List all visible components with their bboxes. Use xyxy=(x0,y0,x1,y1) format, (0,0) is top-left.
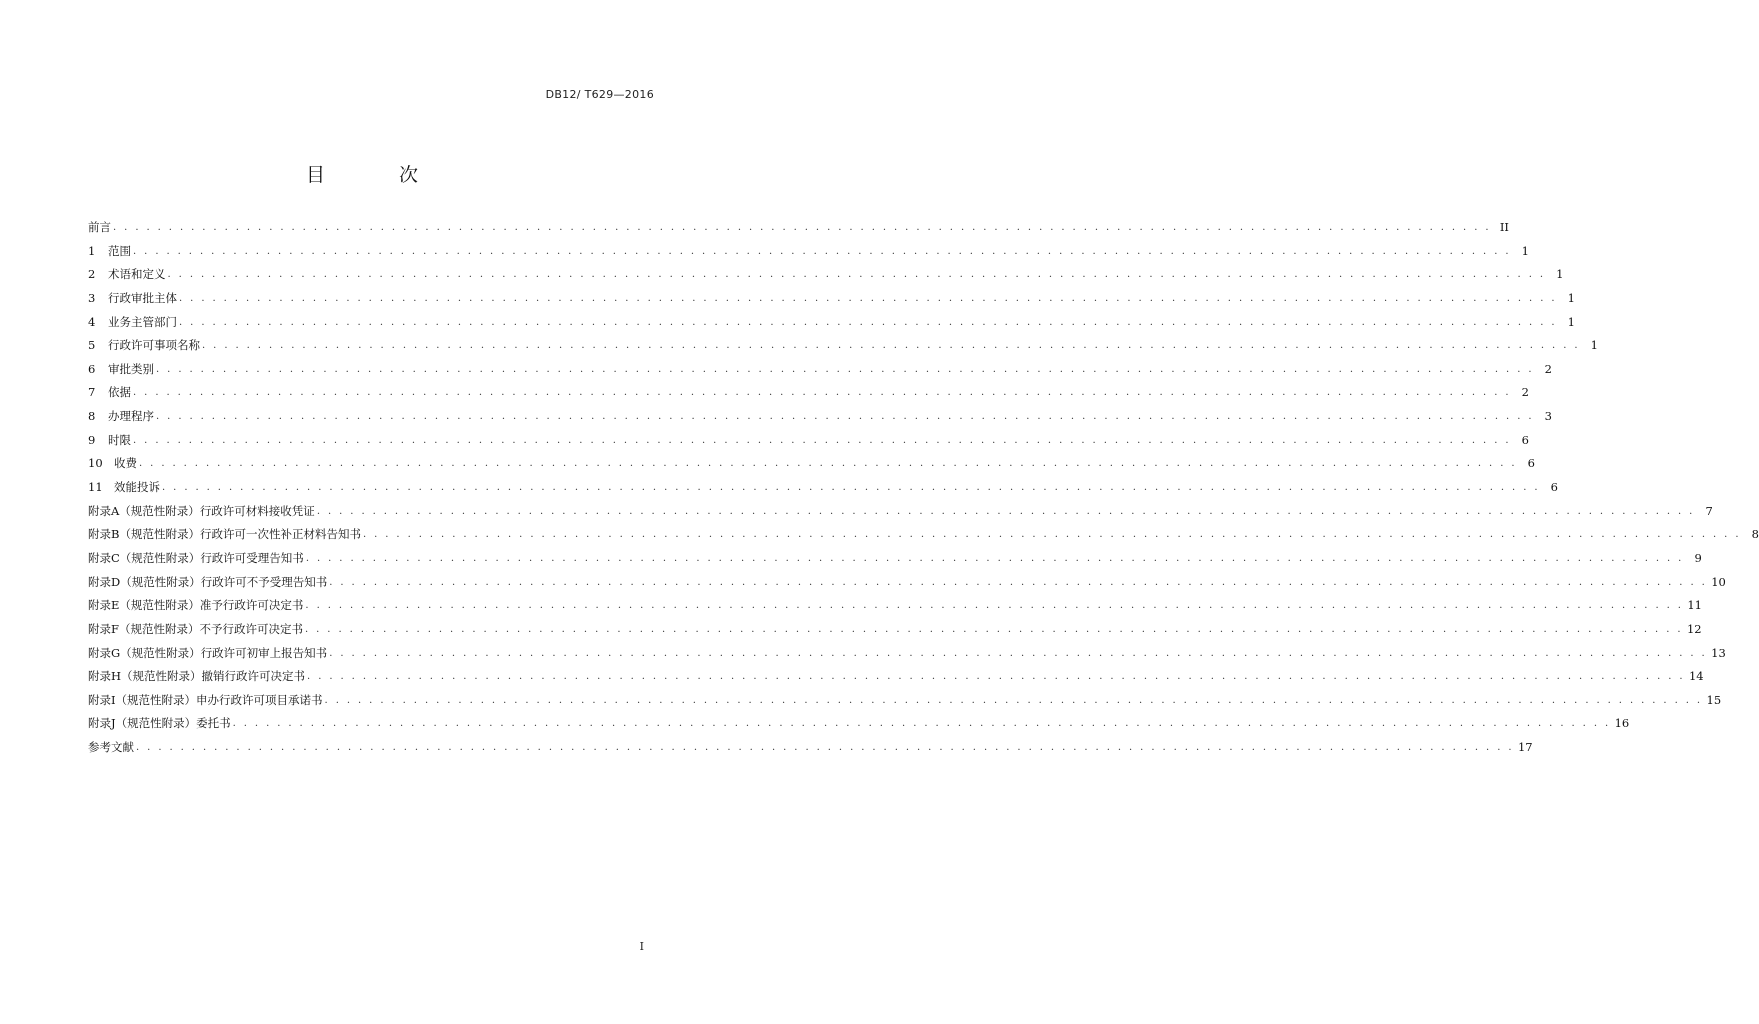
toc-entry-page: 6 xyxy=(1550,480,1558,495)
toc-entry-page: 1 xyxy=(1567,290,1575,305)
toc-dot-leader: . . . . . . . . . . . . . . . . . . . . . . . . . . . . . . . . . . . . . . . . . . . . . . . . . . . . . . . . . . . . . . . . . . . . . . . . . . . . . . . . . . . . . . . . . . . . . . . . . . . . . . . . . . . . . . . . . . . . . . . . . . . . xyxy=(324,694,1703,706)
toc-entry-page: 10 xyxy=(1711,574,1726,589)
toc-entry-page: 1 xyxy=(1590,338,1598,353)
toc-entry-page: 13 xyxy=(1711,645,1726,660)
toc-entry-9[interactable] xyxy=(88,429,1529,453)
toc-dot-leader: . . . . . . . . . . . . . . . . . . . . . . . . . . . . . . . . . . . . . . . . . . . . . . . . . . . . . . . . . . . . . . . . . . . . . . . . . . . . . . . . . . . . . . . . . . . . . . . . . . . . . . . . . . . . . . . . . . . . . . . . . . . . xyxy=(329,576,1708,588)
toc-dot-leader: . . . . . . . . . . . . . . . . . . . . . . . . . . . . . . . . . . . . . . . . . . . . . . . . . . . . . . . . . . . . . . . . . . . . . . . . . . . . . . . . . . . . . . . . . . . . . . . . . . . . . . . . . . . . . . . . . . . . . . . . . . . . xyxy=(133,387,1511,399)
toc-entry-text: 行政许可事项名称 xyxy=(108,338,200,353)
toc-entry-page: 8 xyxy=(1751,527,1759,542)
toc-dot-leader: . . . . . . . . . . . . . . . . . . . . . . . . . . . . . . . . . . . . . . . . . . . . . . . . . . . . . . . . . . . . . . . . . . . . . . . . . . . . . . . . . . . . . . . . . . . . . . . . . . . . . . . . . . . . . . . . . . . . . . . . . . . . xyxy=(179,292,1557,304)
toc-entry-number: 3 xyxy=(88,290,96,305)
toc-entry-2[interactable] xyxy=(88,263,1564,287)
toc-entry-annex-b[interactable] xyxy=(88,523,1759,547)
toc-entry-text: 效能投诉 xyxy=(114,480,160,495)
toc-entry-references[interactable] xyxy=(88,736,1533,760)
toc-entry-text: 准予行政许可决定书 xyxy=(199,598,304,613)
toc-entry-page: 6 xyxy=(1521,432,1529,447)
toc-entry-text: 时限 xyxy=(108,432,131,447)
toc-entry-text: 行政许可受理告知书 xyxy=(200,550,304,565)
toc-entry-number: 5 xyxy=(88,338,96,353)
table-of-contents xyxy=(88,216,1759,760)
toc-entry-7[interactable] xyxy=(88,381,1529,405)
toc-entry-page: 1 xyxy=(1521,243,1529,258)
toc-entry-text: 前言 xyxy=(88,219,111,234)
toc-annex-label: 附录A（规范性附录） xyxy=(88,503,200,518)
toc-entry-text: 申办行政许可项目承诺书 xyxy=(196,692,323,707)
standard-code: DB12/ T629—2016 xyxy=(545,88,654,101)
toc-entry-number: 8 xyxy=(88,409,96,424)
toc-entry-text: 术语和定义 xyxy=(108,267,166,282)
toc-entry-text: 行政许可初审上报告知书 xyxy=(200,645,328,660)
toc-entry-annex-j[interactable] xyxy=(88,712,1630,736)
toc-annex-label: 附录B（规范性附录） xyxy=(88,527,200,542)
toc-annex-label: 附录F（规范性附录） xyxy=(88,621,200,636)
toc-entry-11[interactable] xyxy=(88,476,1558,500)
toc-entry-annex-a[interactable] xyxy=(88,500,1713,524)
toc-entry-text: 撤销行政许可决定书 xyxy=(201,669,306,684)
toc-title: 目 次 xyxy=(305,164,453,186)
toc-entry-text: 行政审批主体 xyxy=(108,290,177,305)
toc-entry-page: 9 xyxy=(1694,550,1702,565)
toc-dot-leader: . . . . . . . . . . . . . . . . . . . . . . . . . . . . . . . . . . . . . . . . . . . . . . . . . . . . . . . . . . . . . . . . . . . . . . . . . . . . . . . . . . . . . . . . . . . . . . . . . . . . . . . . . . . . . . . . . . . . . . . . . . . . xyxy=(329,647,1708,659)
toc-dot-leader: . . . . . . . . . . . . . . . . . . . . . . . . . . . . . . . . . . . . . . . . . . . . . . . . . . . . . . . . . . . . . . . . . . . . . . . . . . . . . . . . . . . . . . . . . . . . . . . . . . . . . . . . . . . . . . . . . . . . . . . . . . . . xyxy=(316,505,1695,517)
toc-entry-annex-f[interactable] xyxy=(88,618,1702,642)
toc-entry-number: 6 xyxy=(88,361,96,376)
toc-entry-page: 17 xyxy=(1517,740,1533,755)
toc-entry-number: 11 xyxy=(88,480,103,495)
toc-entry-text: 收费 xyxy=(114,456,137,471)
toc-annex-label: 附录I（规范性附录） xyxy=(88,692,197,707)
toc-dot-leader: . . . . . . . . . . . . . . . . . . . . . . . . . . . . . . . . . . . . . . . . . . . . . . . . . . . . . . . . . . . . . . . . . . . . . . . . . . . . . . . . . . . . . . . . . . . . . . . . . . . . . . . . . . . . . . . . . . . . . . . . . . . . xyxy=(305,552,1684,564)
toc-entry-8[interactable] xyxy=(88,405,1552,429)
toc-entry-annex-c[interactable] xyxy=(88,547,1702,571)
toc-dot-leader: . . . . . . . . . . . . . . . . . . . . . . . . . . . . . . . . . . . . . . . . . . . . . . . . . . . . . . . . . . . . . . . . . . . . . . . . . . . . . . . . . . . . . . . . . . . . . . . . . . . . . . . . . . . . . . . . . . . . . . . . . . . . xyxy=(156,363,1534,375)
page-number: I xyxy=(639,940,644,953)
toc-entry-5[interactable] xyxy=(88,334,1598,358)
toc-entry-number: 4 xyxy=(88,314,96,329)
toc-dot-leader: . . . . . . . . . . . . . . . . . . . . . . . . . . . . . . . . . . . . . . . . . . . . . . . . . . . . . . . . . . . . . . . . . . . . . . . . . . . . . . . . . . . . . . . . . . . . . . . . . . . . . . . . . . . . . . . . . . . . . . . . . . . . xyxy=(136,742,1514,754)
toc-entry-number: 7 xyxy=(88,385,96,400)
toc-entry-page: 2 xyxy=(1521,385,1529,400)
toc-entry-page: 7 xyxy=(1705,503,1713,518)
toc-entry-text: 不予行政许可决定书 xyxy=(199,621,303,636)
toc-dot-leader: . . . . . . . . . . . . . . . . . . . . . . . . . . . . . . . . . . . . . . . . . . . . . . . . . . . . . . . . . . . . . . . . . . . . . . . . . . . . . . . . . . . . . . . . . . . . . . . . . . . . . . . . . . . . . . . . . . . . . . . . . . . . xyxy=(232,718,1611,730)
toc-annex-label: 附录D（规范性附录） xyxy=(88,574,201,589)
toc-entry-page: 14 xyxy=(1688,669,1704,684)
toc-entry-text: 业务主管部门 xyxy=(108,314,177,329)
toc-entry-6[interactable] xyxy=(88,358,1552,382)
toc-entry-page: 1 xyxy=(1556,267,1564,282)
toc-annex-label: 附录H（规范性附录） xyxy=(88,669,202,684)
toc-annex-label: 附录C（规范性附录） xyxy=(88,550,201,565)
toc-entry-text: 行政许可材料接收凭证 xyxy=(199,503,315,518)
toc-entry-annex-g[interactable] xyxy=(88,642,1726,666)
toc-entry-number: 2 xyxy=(88,267,96,282)
toc-entry-text: 办理程序 xyxy=(108,409,154,424)
toc-dot-leader: . . . . . . . . . . . . . . . . . . . . . . . . . . . . . . . . . . . . . . . . . . . . . . . . . . . . . . . . . . . . . . . . . . . . . . . . . . . . . . . . . . . . . . . . . . . . . . . . . . . . . . . . . . . . . . . . . . . . . . . . . . . . xyxy=(113,221,1491,233)
toc-entry-page: 12 xyxy=(1686,621,1702,636)
toc-entry-page: 6 xyxy=(1527,456,1535,471)
toc-entry-10[interactable] xyxy=(88,452,1535,476)
toc-dot-leader: . . . . . . . . . . . . . . . . . . . . . . . . . . . . . . . . . . . . . . . . . . . . . . . . . . . . . . . . . . . . . . . . . . . . . . . . . . . . . . . . . . . . . . . . . . . . . . . . . . . . . . . . . . . . . . . . . . . . . . . . . . . . xyxy=(179,316,1557,328)
toc-annex-label: 附录G（规范性附录） xyxy=(88,645,201,660)
toc-entry-annex-e[interactable] xyxy=(88,594,1702,618)
toc-entry-text: 行政许可不予受理告知书 xyxy=(200,574,328,589)
toc-entry-1[interactable] xyxy=(88,240,1529,264)
toc-dot-leader: . . . . . . . . . . . . . . . . . . . . . . . . . . . . . . . . . . . . . . . . . . . . . . . . . . . . . . . . . . . . . . . . . . . . . . . . . . . . . . . . . . . . . . . . . . . . . . . . . . . . . . . . . . . . . . . . . . . . . . . . . . . . xyxy=(167,269,1546,281)
toc-annex-label: 附录E（规范性附录） xyxy=(88,598,200,613)
toc-dot-leader: . . . . . . . . . . . . . . . . . . . . . . . . . . . . . . . . . . . . . . . . . . . . . . . . . . . . . . . . . . . . . . . . . . . . . . . . . . . . . . . . . . . . . . . . . . . . . . . . . . . . . . . . . . . . . . . . . . . . . . . . . . . . xyxy=(202,340,1580,352)
toc-entry-3[interactable] xyxy=(88,287,1575,311)
toc-entry-page: 2 xyxy=(1544,361,1552,376)
toc-dot-leader: . . . . . . . . . . . . . . . . . . . . . . . . . . . . . . . . . . . . . . . . . . . . . . . . . . . . . . . . . . . . . . . . . . . . . . . . . . . . . . . . . . . . . . . . . . . . . . . . . . . . . . . . . . . . . . . . . . . . . . . . . . . . xyxy=(139,458,1517,470)
toc-entry-annex-i[interactable] xyxy=(88,689,1722,713)
toc-entry-text: 审批类别 xyxy=(108,361,154,376)
toc-entry-page: 11 xyxy=(1687,598,1702,613)
toc-dot-leader: . . . . . . . . . . . . . . . . . . . . . . . . . . . . . . . . . . . . . . . . . . . . . . . . . . . . . . . . . . . . . . . . . . . . . . . . . . . . . . . . . . . . . . . . . . . . . . . . . . . . . . . . . . . . . . . . . . . . . . . . . . . . xyxy=(305,600,1684,612)
toc-entry-4[interactable] xyxy=(88,311,1575,335)
toc-entry-text: 依据 xyxy=(108,385,131,400)
toc-entry-page: 16 xyxy=(1614,716,1630,731)
toc-dot-leader: . . . . . . . . . . . . . . . . . . . . . . . . . . . . . . . . . . . . . . . . . . . . . . . . . . . . . . . . . . . . . . . . . . . . . . . . . . . . . . . . . . . . . . . . . . . . . . . . . . . . . . . . . . . . . . . . . . . . . . . . . . . . xyxy=(304,623,1683,635)
toc-dot-leader: . . . . . . . . . . . . . . . . . . . . . . . . . . . . . . . . . . . . . . . . . . . . . . . . . . . . . . . . . . . . . . . . . . . . . . . . . . . . . . . . . . . . . . . . . . . . . . . . . . . . . . . . . . . . . . . . . . . . . . . . . . . . xyxy=(133,245,1511,257)
toc-entry-number: 9 xyxy=(88,432,96,447)
toc-entry-number: 10 xyxy=(88,456,103,471)
toc-entry-page: 3 xyxy=(1544,409,1552,424)
toc-entry-page: 15 xyxy=(1706,692,1722,707)
toc-entry-text: 委托书 xyxy=(196,716,231,731)
toc-entry-annex-d[interactable] xyxy=(88,571,1726,595)
toc-dot-leader: . . . . . . . . . . . . . . . . . . . . . . . . . . . . . . . . . . . . . . . . . . . . . . . . . . . . . . . . . . . . . . . . . . . . . . . . . . . . . . . . . . . . . . . . . . . . . . . . . . . . . . . . . . . . . . . . . . . . . . . . . . . . xyxy=(307,671,1685,683)
toc-entry-page: II xyxy=(1499,219,1509,234)
toc-dot-leader: . . . . . . . . . . . . . . . . . . . . . . . . . . . . . . . . . . . . . . . . . . . . . . . . . . . . . . . . . . . . . . . . . . . . . . . . . . . . . . . . . . . . . . . . . . . . . . . . . . . . . . . . . . . . . . . . . . . . . . . . . . . . xyxy=(133,434,1511,446)
toc-entry-page: 1 xyxy=(1567,314,1575,329)
toc-entry-annex-h[interactable] xyxy=(88,665,1704,689)
toc-entry-text: 范围 xyxy=(108,243,131,258)
toc-entry-foreword[interactable] xyxy=(88,216,1509,240)
toc-entry-text: 行政许可一次性补正材料告知书 xyxy=(199,527,361,542)
toc-dot-leader: . . . . . . . . . . . . . . . . . . . . . . . . . . . . . . . . . . . . . . . . . . . . . . . . . . . . . . . . . . . . . . . . . . . . . . . . . . . . . . . . . . . . . . . . . . . . . . . . . . . . . . . . . . . . . . . . . . . . . . . . . . . . xyxy=(162,482,1540,494)
toc-entry-text: 参考文献 xyxy=(88,740,134,755)
toc-dot-leader: . . . . . . . . . . . . . . . . . . . . . . . . . . . . . . . . . . . . . . . . . . . . . . . . . . . . . . . . . . . . . . . . . . . . . . . . . . . . . . . . . . . . . . . . . . . . . . . . . . . . . . . . . . . . . . . . . . . . . . . . . . . . xyxy=(362,529,1741,541)
toc-annex-label: 附录J（规范性附录） xyxy=(88,716,197,731)
toc-dot-leader: . . . . . . . . . . . . . . . . . . . . . . . . . . . . . . . . . . . . . . . . . . . . . . . . . . . . . . . . . . . . . . . . . . . . . . . . . . . . . . . . . . . . . . . . . . . . . . . . . . . . . . . . . . . . . . . . . . . . . . . . . . . . xyxy=(156,411,1534,423)
toc-entry-number: 1 xyxy=(88,243,96,258)
